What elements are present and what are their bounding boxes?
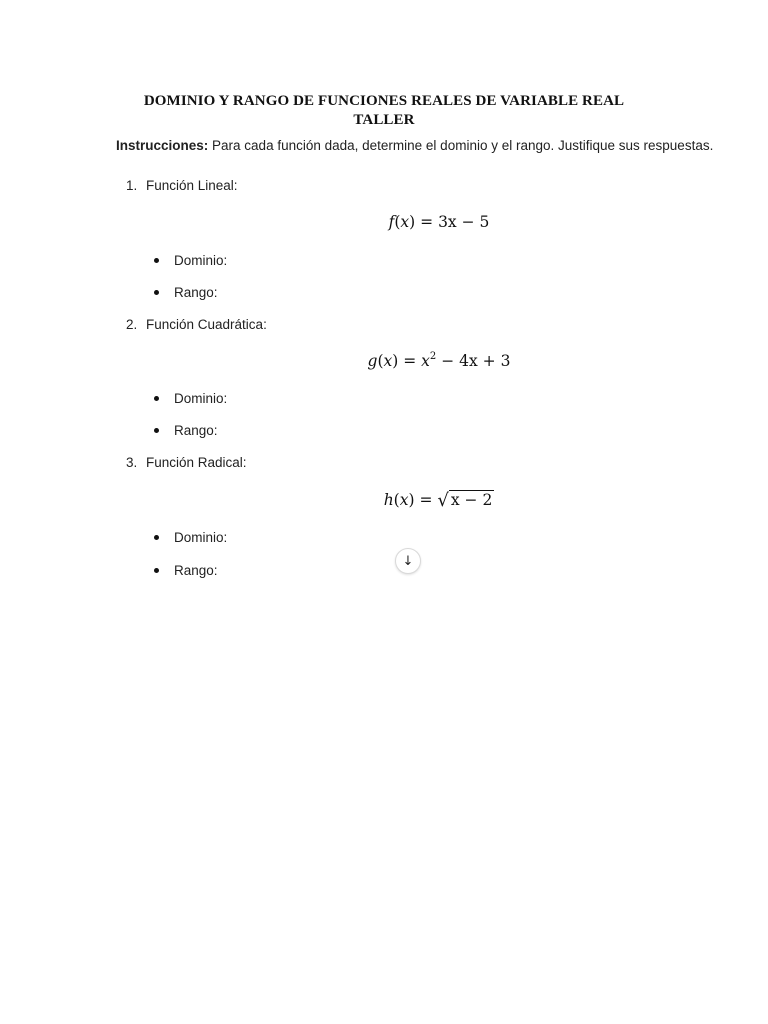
- dominio-label: Dominio:: [174, 530, 228, 545]
- title-line-2: TALLER: [353, 112, 415, 128]
- bullet-rango: [154, 563, 218, 578]
- rango-label: Rango:: [174, 423, 218, 438]
- bullet-dot-icon: [154, 290, 159, 295]
- dominio-label: Dominio:: [174, 253, 228, 268]
- square-root: [437, 490, 494, 511]
- function-exponent: 2: [429, 351, 437, 362]
- function-name: f: [388, 213, 395, 231]
- function-name: h: [383, 491, 394, 509]
- dominio-label: Dominio:: [174, 391, 228, 406]
- item-number: 1.: [126, 178, 138, 193]
- list-item-linear: [126, 178, 238, 193]
- item-label: Función Lineal:: [146, 178, 238, 193]
- bullet-dominio: [154, 530, 227, 545]
- radicand: x − 2: [450, 491, 493, 509]
- radical-sign-icon: √: [437, 490, 449, 511]
- list-item-radical: [126, 455, 247, 470]
- bullet-dot-icon: [154, 428, 159, 433]
- item-label: Función Radical:: [146, 455, 247, 470]
- instructions: [116, 138, 713, 153]
- rango-label: Rango:: [174, 285, 218, 300]
- bullet-rango: [154, 285, 218, 300]
- function-variable: x: [383, 352, 393, 370]
- bullet-dot-icon: [154, 396, 159, 401]
- item-number: 2.: [126, 317, 138, 332]
- function-name: g: [367, 352, 378, 370]
- formula-quadratic: $g(x) = x^2 - 4x + 3$: [367, 351, 511, 370]
- instructions-text: Para cada función dada, determine el dominio y el rango. Justifique sus respuestas.: [208, 138, 714, 153]
- function-expression: 3x − 5: [438, 213, 490, 231]
- bullet-dot-icon: [154, 258, 159, 263]
- bullet-dot-icon: [154, 568, 159, 573]
- item-number: 3.: [126, 455, 138, 470]
- list-item-quadratic: [126, 317, 267, 332]
- function-expression: − 4x + 3: [436, 352, 511, 370]
- bullet-dominio: [154, 253, 227, 268]
- rango-label: Rango:: [174, 563, 218, 578]
- bullet-dominio: [154, 391, 227, 406]
- instructions-label: Instrucciones:: [116, 138, 209, 153]
- bullet-rango: [154, 423, 218, 438]
- document-title: [100, 92, 668, 130]
- formula-radical: h(x) = √ x − 2: [383, 490, 493, 511]
- title-line-1: DOMINIO Y RANGO DE FUNCIONES REALES DE VARIABLE REAL: [143, 93, 625, 109]
- function-base: x: [421, 352, 430, 370]
- bullet-dot-icon: [154, 535, 159, 540]
- function-variable: x: [399, 491, 409, 509]
- scroll-down-button[interactable]: [395, 548, 421, 574]
- formula-linear: f(x) = 3x − 5: [388, 213, 490, 231]
- item-label: Función Cuadrática:: [146, 317, 267, 332]
- function-variable: x: [400, 213, 410, 231]
- arrow-down-icon: ↓: [402, 553, 414, 569]
